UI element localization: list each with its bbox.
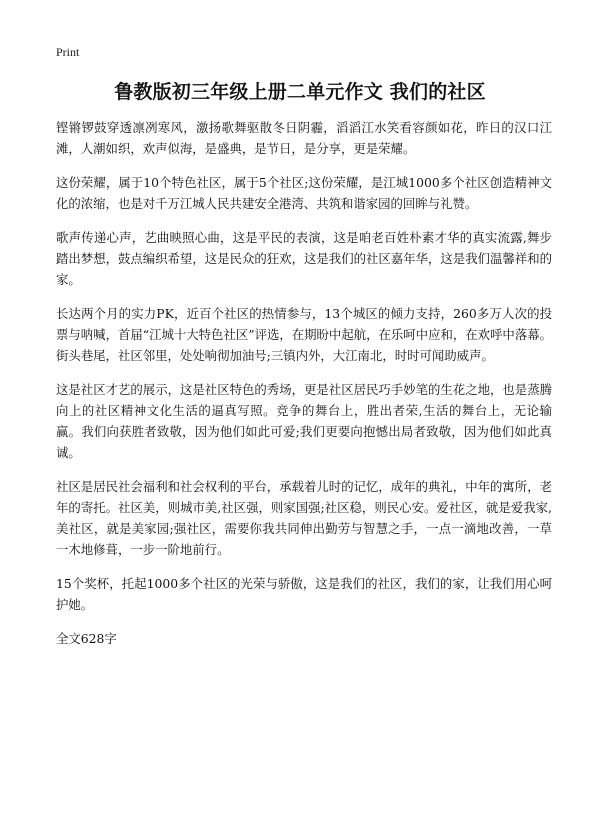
print-link[interactable]: Print bbox=[56, 45, 80, 59]
article-body bbox=[56, 117, 552, 649]
article-paragraph: 铿锵锣鼓穿透凛冽寒风，激扬歌舞驱散冬日阴霾，滔滔江水笑看容颜如花，昨日的汉口江滩，人潮如织，欢声似海，是盛典，是节日，是分享，更是荣耀。 bbox=[56, 120, 552, 156]
article-paragraph: 歌声传递心声，艺曲映照心曲，这是平民的表演，这是咱老百姓朴素才华的真实流露,舞步踏出梦想，鼓点编织希望，这是民众的狂欢，这是我们的社区嘉年华，这是我们温馨祥和的家。 bbox=[56, 230, 552, 287]
article-paragraph: 社区是居民社会福利和社会权利的平台，承载着儿时的记忆，成年的典礼，中年的寓所，老年的寄托。社区美，则城市美,社区强，则家国强;社区稳，则民心安。爱社区，就是爱我家,美社区，就是美家园;强社区，需要你我共同伸出勤劳与智慧之手，一点一滴地改善，一草一木地修葺，一步一阶地前行。 bbox=[56, 479, 552, 557]
article-title: 鲁教版初三年级上册二单元作文 我们的社区 bbox=[114, 81, 486, 103]
article-paragraph: 这是社区才艺的展示，这是社区特色的秀场，更是社区居民巧手妙笔的生花之地，也是蒸腾向上的社区精神文化生活的逼真写照。竞争的舞台上，胜出者荣,生活的舞台上，无论输赢。我们向获胜者致敬，因为他们如此可爱;我们更要向抱憾出局者致敬，因为他们如此真诚。 bbox=[56, 382, 552, 460]
article-paragraph: 长达两个月的实力PK，近百个社区的热情参与，13个城区的倾力支持，260多万人次的投票与呐喊，首届“江城十大特色社区”评选，在期盼中起航，在乐呵中应和，在欢呼中落幕。街头巷尾，社区邻里，处处响彻加油号;三镇内外，大江南北，时时可闻助威声。 bbox=[56, 306, 552, 363]
article-paragraph: 这份荣耀，属于10个特色社区，属于5个社区;这份荣耀，是江城1000多个社区创造精神文化的浓缩，也是对千万江城人民共建安全港湾、共筑和谐家园的回眸与礼赞。 bbox=[56, 175, 552, 211]
article-paragraph: 15个奖杯，托起1000多个社区的光荣与骄傲，这是我们的社区，我们的家，让我们用心呵护她。 bbox=[56, 576, 552, 612]
word-count: 全文628字 bbox=[56, 631, 117, 646]
